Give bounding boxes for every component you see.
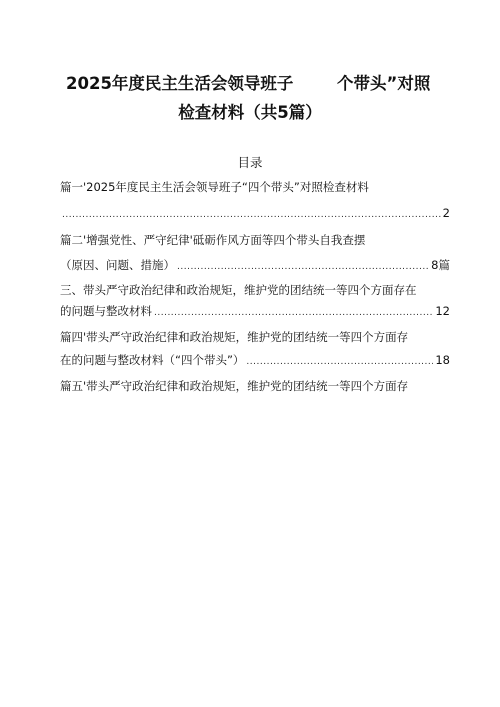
title-part-1: 2025年度民主生活会领导班子: [66, 74, 294, 93]
document-title-line-2: 检查材料（共5篇）: [178, 103, 322, 122]
toc-heading: 目录: [237, 155, 263, 170]
toc-entry-4-leader-line: [60, 350, 450, 370]
toc-entry-1-dot-leader: [62, 205, 441, 225]
toc-entry-2-leader-line: [60, 255, 450, 275]
toc-entry-3-dot-leader: [154, 303, 433, 323]
toc-entry-3-page: 12: [435, 304, 450, 318]
toc-entry-4-page: 18: [435, 353, 450, 367]
toc-entry-4-continuation: 在的问题与整改材料（“四个带头”）: [60, 353, 245, 367]
toc-entry-3-title: 三、带头严守政治纪律和政治规矩，维护党的团结统一等四个方面存在: [60, 283, 417, 297]
toc-entry-1-title: 篇一'2025年度民主生活会领导班子“四个带头”对照检查材料: [60, 180, 369, 194]
toc-entry-2-dot-leader: [177, 257, 429, 277]
toc-entry-3-leader-line: [60, 301, 450, 321]
toc-entry-2-continuation: （原因、问题、措施）: [60, 258, 175, 272]
toc-entry-1-page: 2: [442, 206, 450, 220]
toc-entry-4-title: 篇四'带头严守政治纪律和政治规矩，维护党的团结统一等四个方面存: [60, 330, 409, 344]
toc-entry-4-dot-leader: [246, 352, 433, 372]
toc-entry-2-title: 篇二'增强党性、严守纪律'砥砺作风方面等四个带头自我查摆: [60, 233, 366, 247]
toc-entry-1-leader-line: [60, 203, 450, 223]
toc-entry-5-title: 篇五'带头严守政治纪律和政治规矩，维护党的团结统一等四个方面存: [60, 379, 409, 393]
title-part-2: 个带头”对照: [337, 74, 431, 93]
toc-entry-2-page: 8篇: [431, 258, 450, 272]
toc-entry-3-continuation: 的问题与整改材料: [60, 304, 152, 318]
